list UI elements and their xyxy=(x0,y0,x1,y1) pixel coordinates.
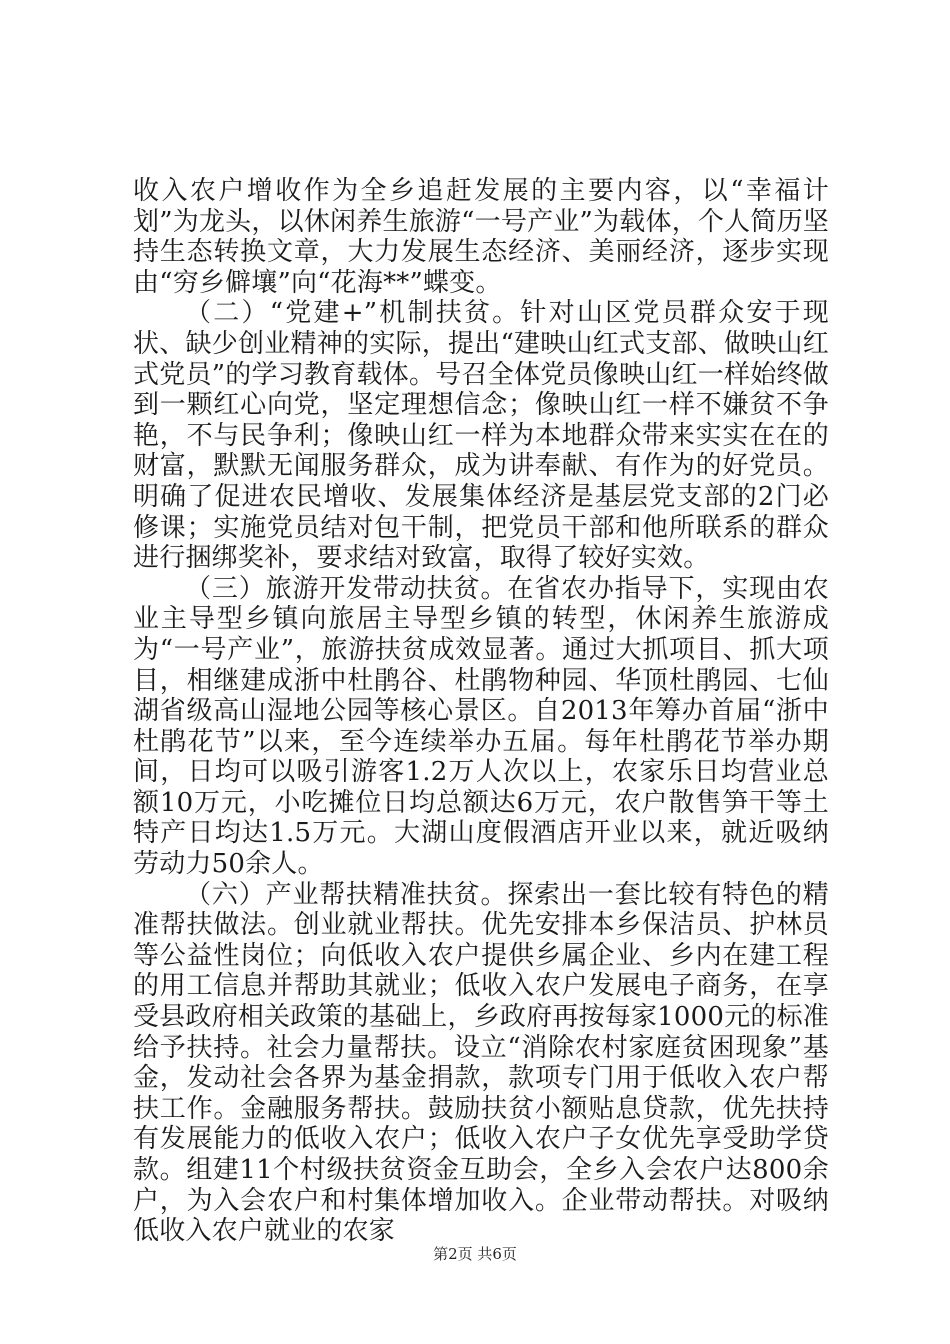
paragraph-industry-support: （六）产业帮扶精准扶贫。探索出一套比较有特色的精准帮扶做法。创业就业帮扶。优先安排本乡保洁员、护林员等公益性岗位；向低收入农户提供乡属企业、乡内在建工程的用工信息并帮助其就业；低收入农户发展电子商务，在享受县政府相关政策的基础上，乡政府再按每家1000元的标准给予扶持。社会力量帮扶。设立“消除农村家庭贫困现象”基金，发动社会各界为基金捐款，款项专门用于低收入农户帮扶工作。金融服务帮扶。鼓励扶贫小额贴息贷款，优先扶持有发展能力的低收入农户；低收入农户子女优先享受助学贷款。组建11个村级扶贫资金互助会，全乡入会农户达800余户，为入会农户和村集体增加收入。企业带动帮扶。对吸纳低收入农户就业的农家 xyxy=(133,879,829,1247)
page-footer: 第2页 共6页 xyxy=(433,1245,517,1263)
paragraph-party-building: （二）“党建+”机制扶贫。针对山区党员群众安于现状、缺少创业精神的实际，提出“建映山红式支部、做映山红式党员”的学习教育载体。号召全体党员像映山红一样始终做到一颗红心向党，坚定理想信念；像映山红一样不嫌贫不争艳，不与民争利；像映山红一样为本地群众带来实实在在的财富，默默无闻服务群众，成为讲奉献、有作为的好党员。明确了促进农民增收、发展集体经济是基层党支部的2门必修课；实施党员结对包干制，把党员干部和他所联系的群众进行捆绑奖补，要求结对致富，取得了较好实效。 xyxy=(133,298,829,574)
document-body xyxy=(133,176,829,1247)
paragraph-tourism: （三）旅游开发带动扶贫。在省农办指导下，实现由农业主导型乡镇向旅居主导型乡镇的转型，休闲养生旅游成为“一号产业”，旅游扶贫成效显著。通过大抓项目、抓大项目，相继建成浙中杜鹃谷、杜鹃物种园、华顶杜鹃园、七仙湖省级高山湿地公园等核心景区。自2013年筹办首届“浙中杜鹃花节”以来，至今连续举办五届。每年杜鹃花节举办期间，日均可以吸引游客1.2万人次以上，农家乐日均营业总额10万元，小吃摊位日均总额达6万元，农户散售笋干等土特产日均达1.5万元。大湖山度假酒店开业以来，就近吸纳劳动力50余人。 xyxy=(133,573,829,880)
paragraph-continuation: 收入农户增收作为全乡追赶发展的主要内容，以“幸福计划”为龙头，以休闲养生旅游“一号产业”为载体，个人简历坚持生态转换文章，大力发展生态经济、美丽经济，逐步实现由“穷乡僻壤”向“花海**”蝶变。 xyxy=(133,176,829,298)
